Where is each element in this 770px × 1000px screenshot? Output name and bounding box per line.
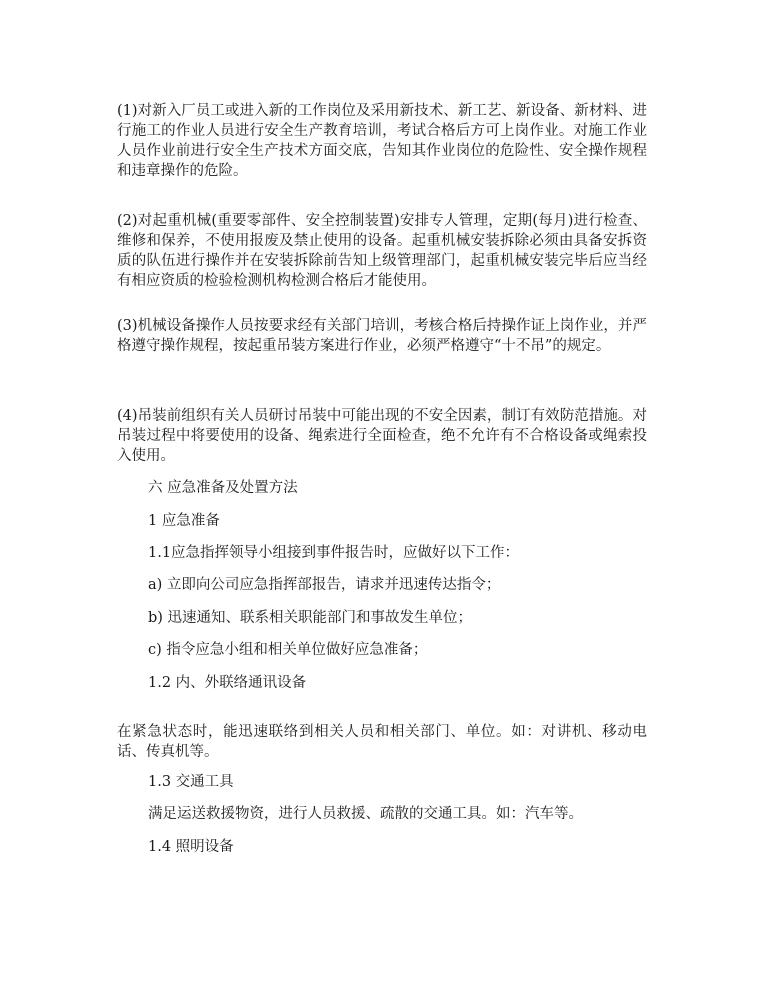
paragraph-crane-management: (2)对起重机械(重要零部件、安全控制装置)安排专人管理，定期(每月)进行检查、维修和保养，不使用报废及禁止使用的设备。起重机械安装拆除必须由具备安拆资质的队伍进行操作并在安装拆除前告知上级管理部门，起重机械安装完毕后应当经有相应资质的检验检测机构检测合格后才能使用。 <box>117 213 647 289</box>
list-item-b: b) 迅速通知、联系相关职能部门和事故发生单位； <box>148 610 473 626</box>
section-heading-emergency: 六 应急准备及处置方法 <box>148 480 298 496</box>
item-1-4-heading: 1.4 照明设备 <box>148 839 234 855</box>
paragraph-communications: 在紧急状态时，能迅速联络到相关人员和相关部门、单位。如：对讲机、移动电话、传真机等。 <box>117 724 647 760</box>
list-item-a: a) 立即向公司应急指挥部报告，请求并迅速传达指令； <box>148 577 501 593</box>
paragraph-operator-certification: (3)机械设备操作人员按要求经有关部门培训，考核合格后持操作证上岗作业，并严格遵守操作规程，按起重吊装方案进行作业，必须严格遵守“十不吊”的规定。 <box>117 318 647 354</box>
item-1-1: 1.1应急指挥领导小组接到事件报告时，应做好以下工作： <box>148 545 520 561</box>
paragraph-lifting-inspection: (4)吊装前组织有关人员研讨吊装中可能出现的不安全因素，制订有效防范措施。对吊装过程中将要使用的设备、绳索进行全面检查，绝不允许有不合格设备或绳索投入使用。 <box>117 408 647 464</box>
subsection-heading-preparation: 1 应急准备 <box>148 513 220 529</box>
paragraph-safety-training: (1)对新入厂员工或进入新的工作岗位及采用新技术、新工艺、新设备、新材料、进行施工的作业人员进行安全生产教育培训，考试合格后方可上岗作业。对施工作业人员作业前进行安全生产技术方面交底，告知其作业岗位的危险性、安全操作规程和违章操作的危险。 <box>117 103 647 179</box>
paragraph-transport: 满足运送救援物资，进行人员救援、疏散的交通工具。如：汽车等。 <box>148 806 583 822</box>
list-item-c: c) 指令应急小组和相关单位做好应急准备； <box>148 642 428 658</box>
item-1-2-heading: 1.2 内、外联络通讯设备 <box>148 675 307 691</box>
item-1-3-heading: 1.3 交通工具 <box>148 774 234 790</box>
